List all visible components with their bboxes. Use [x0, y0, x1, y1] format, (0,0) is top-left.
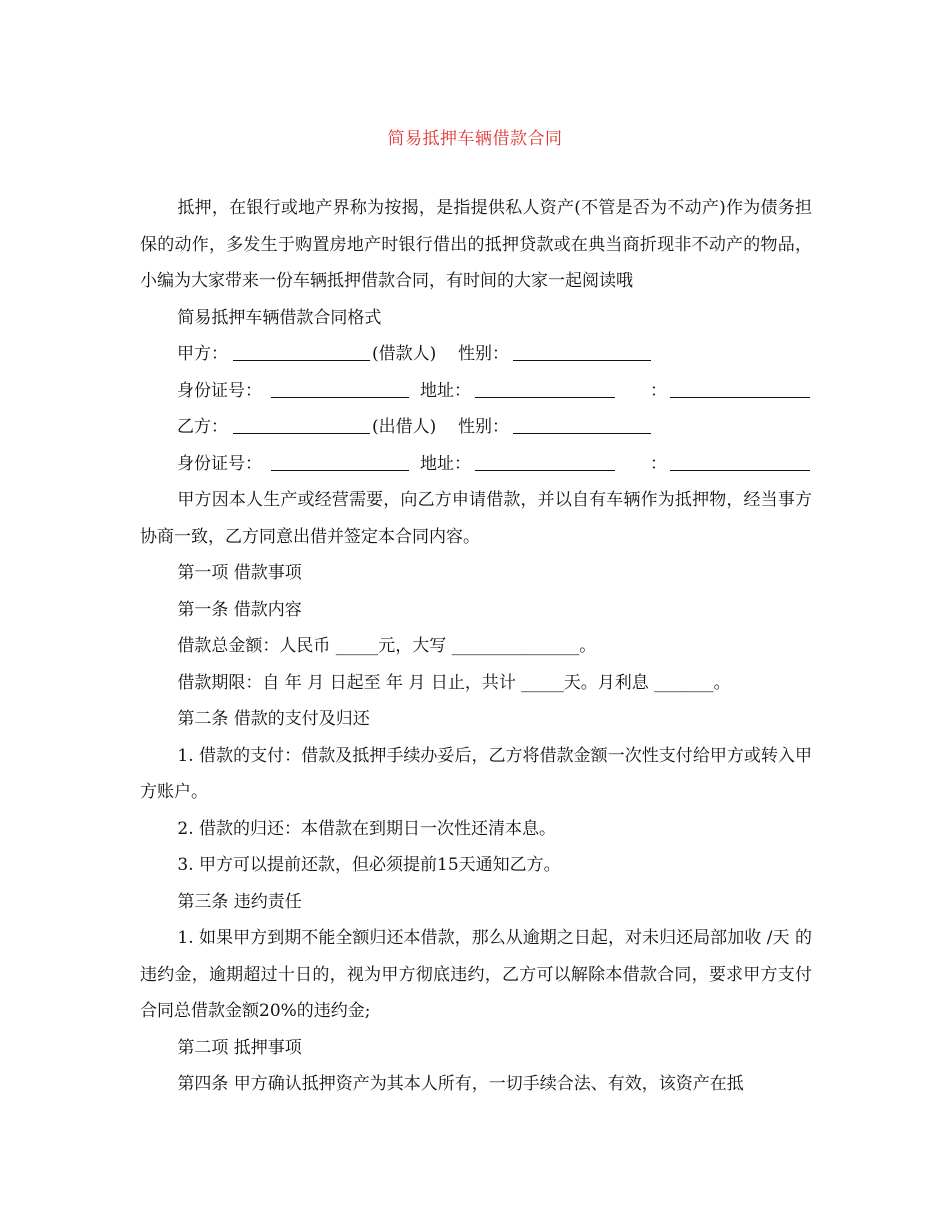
party-a-row: [140, 336, 812, 373]
party-b-gender-label: 性别：: [458, 417, 509, 437]
article-3-heading: 第三条 违约责任: [177, 891, 302, 912]
party-a-address-blank: [475, 375, 615, 398]
party-a-id-row: [140, 373, 812, 410]
item-2-heading: 第二项 抵押事项: [177, 1037, 302, 1058]
party-a-name-blank: [233, 338, 370, 361]
item-1-heading: 第一项 借款事项: [177, 563, 302, 583]
purpose-paragraph: 甲方因本人生产或经营需要，向乙方申请借款，并以自有车辆作为抵押物，经当事方协商一致，乙方同意出借并签定本合同内容。: [140, 490, 812, 547]
party-a-extra-colon: ：: [650, 380, 667, 401]
party-b-extra-colon: ：: [650, 453, 667, 474]
loan-term-line: 借款期限：自 年 月 日起至 年 月 日止，共计 _____天。月利息 _______。: [177, 672, 731, 693]
party-b-extra-blank: [670, 448, 810, 471]
party-b-gender-blank: [513, 411, 651, 434]
payment-clause-2: 2. 借款的归还：本借款在到期日一次性还清本息。: [177, 818, 557, 839]
party-a-extra-blank: [670, 375, 810, 398]
party-b-address-label: 地址：: [420, 453, 471, 474]
party-b-label: 乙方：: [177, 417, 228, 437]
party-a-role: (借款人): [372, 344, 437, 364]
article-4-paragraph: 第四条 甲方确认抵押资产为其本人所有，一切手续合法、有效，该资产在抵: [177, 1074, 744, 1094]
breach-clause-1: 1. 如果甲方到期不能全额归还本借款，那么从逾期之日起，对未归还局部加收 /天 的违约金，逾期超过十日的，视为甲方彻底违约，乙方可以解除本借款合同，要求甲方支付合同总借款金额20%的违约金;: [140, 928, 812, 1021]
article-1-heading: 第一条 借款内容: [177, 599, 302, 620]
format-heading: 简易抵押车辆借款合同格式: [177, 307, 382, 328]
document-body: [140, 190, 812, 1103]
loan-amount-line: 借款总金额：人民币 _____元，大写 _______________。: [177, 636, 597, 656]
party-b-id-label: 身份证号：: [177, 453, 262, 474]
party-b-id-blank: [271, 448, 409, 471]
payment-clause-1: 1. 借款的支付：借款及抵押手续办妥后，乙方将借款金额一次性支付给甲方或转入甲方账户。: [140, 745, 812, 802]
party-a-id-label: 身份证号：: [177, 380, 262, 401]
intro-paragraph: 抵押，在银行或地产界称为按揭，是指提供私人资产(不管是否为不动产)作为债务担保的动作，多发生于购置房地产时银行借出的抵押贷款或在典当商折现非不动产的物品，小编为大家带来一份车辆抵押借款合同，有时间的大家一起阅读哦: [140, 198, 812, 291]
party-b-name-blank: [233, 411, 370, 434]
article-2-heading: 第二条 借款的支付及归还: [177, 709, 370, 729]
party-b-role: (出借人): [372, 417, 437, 437]
party-b-address-blank: [475, 448, 615, 471]
party-a-address-label: 地址：: [420, 380, 471, 401]
document-title: 简易抵押车辆借款合同: [387, 129, 563, 149]
party-b-id-row: [140, 446, 812, 483]
party-a-gender-blank: [513, 338, 651, 361]
payment-clause-3: 3. 甲方可以提前还款，但必须提前15天通知乙方。: [177, 855, 561, 875]
party-a-label: 甲方：: [177, 344, 228, 364]
party-b-row: [140, 409, 812, 446]
party-a-id-blank: [271, 375, 409, 398]
party-a-gender-label: 性别：: [458, 344, 509, 364]
